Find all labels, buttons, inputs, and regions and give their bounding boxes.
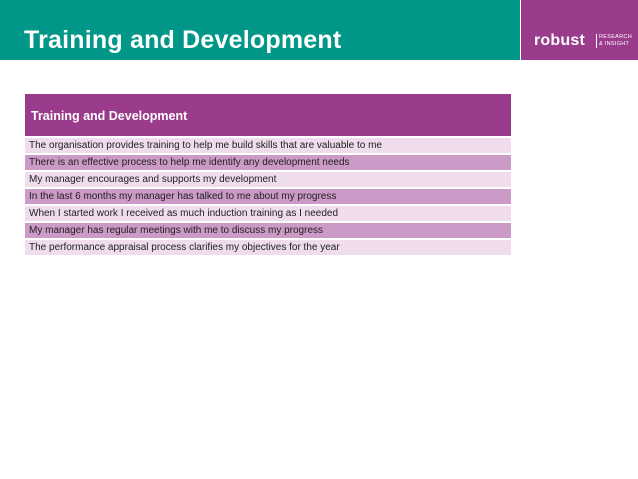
table-row: When I started work I received as much induction training as I needed: [25, 206, 511, 221]
statements-table: [25, 94, 511, 257]
logo-tagline-line2: & INSIGHT: [599, 41, 630, 47]
brand-logo: [521, 0, 638, 60]
logo-tagline-line1: RESEARCH: [599, 34, 632, 40]
table-row: In the last 6 months my manager has talked to me about my progress: [25, 189, 511, 204]
table-row: The performance appraisal process clarifies my objectives for the year: [25, 240, 511, 255]
logo-tagline: [599, 34, 632, 48]
table-row: My manager has regular meetings with me to discuss my progress: [25, 223, 511, 238]
page-title: Training and Development: [24, 26, 342, 54]
table-row: My manager encourages and supports my development: [25, 172, 511, 187]
logo-divider: [596, 34, 597, 48]
logo-wordmark: robust: [534, 32, 585, 49]
table-heading: Training and Development: [25, 94, 511, 136]
table-row: There is an effective process to help me identify any development needs: [25, 155, 511, 170]
header-bar: [0, 0, 520, 60]
table-row: The organisation provides training to help me build skills that are valuable to me: [25, 138, 511, 153]
